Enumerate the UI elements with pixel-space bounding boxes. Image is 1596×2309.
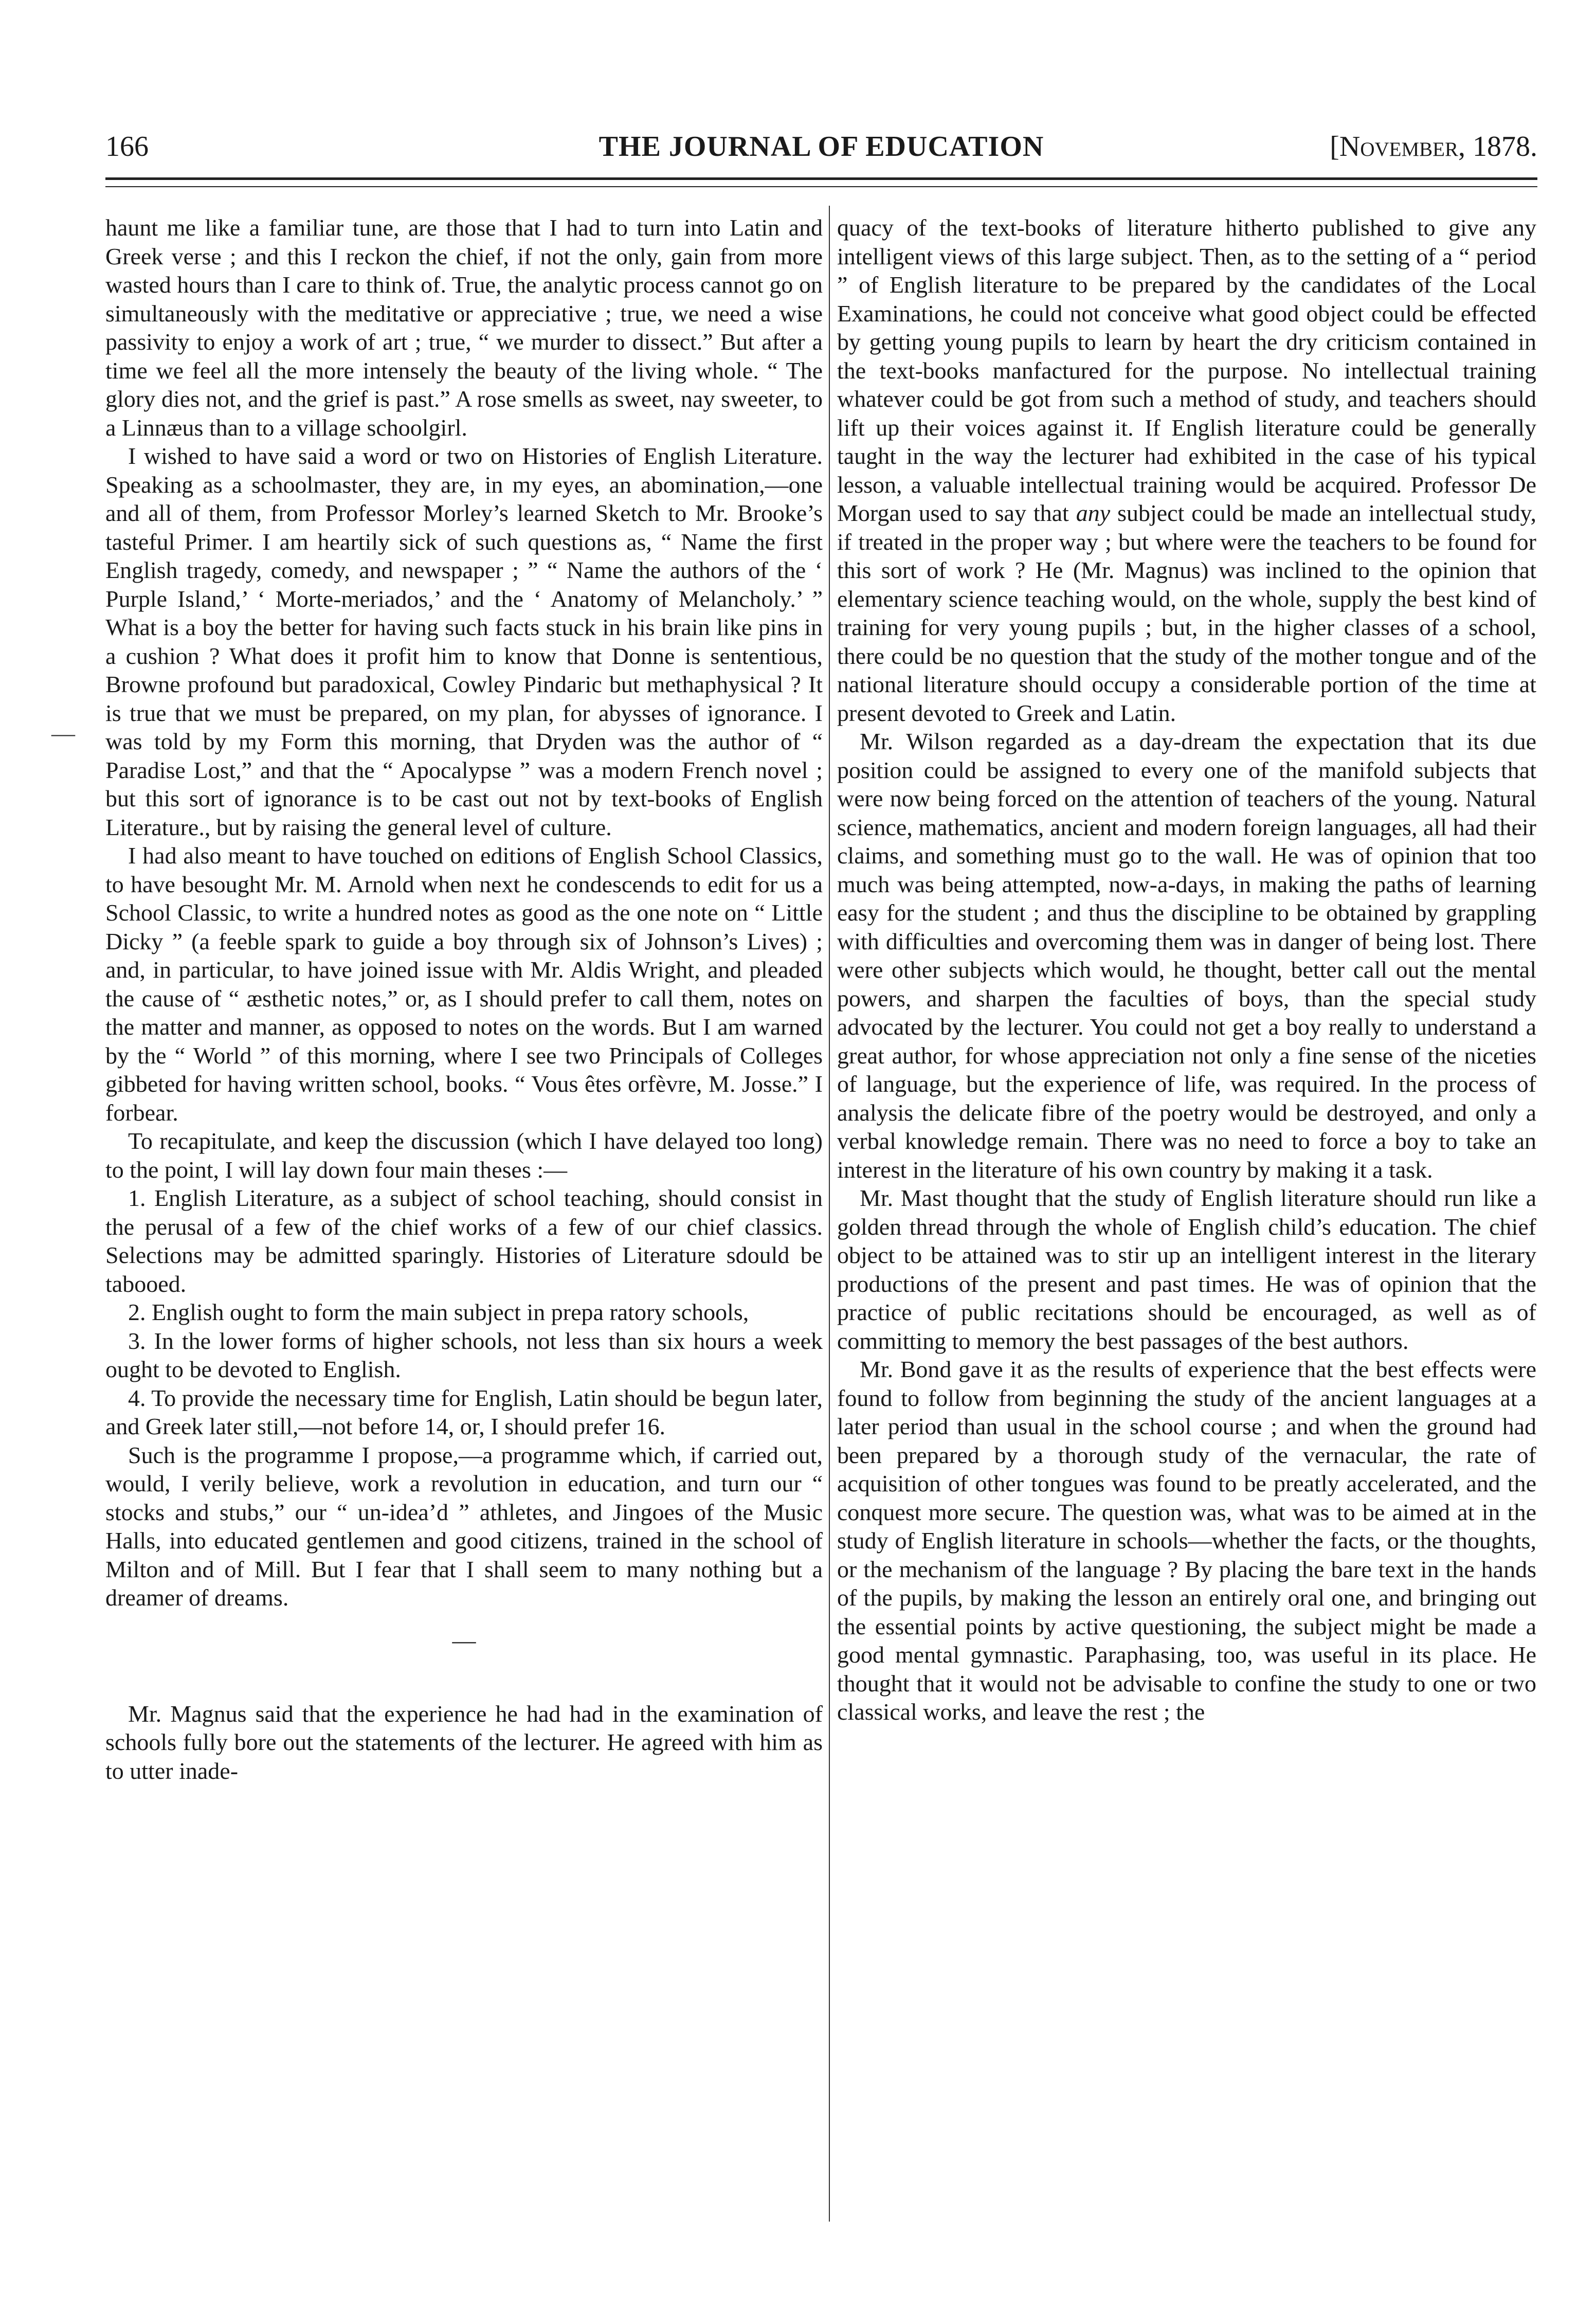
text-run: quacy of the text-books of literature hitherto published to give any intelligent views of this large subject. Then, as to the setting of a “ period ” of English literature to be prepared by the candidates of the Local Examinations, he could not conceive what good object could be effected by getting young pupils to learn by heart the dry criticism contained in the text-books manfactured for the purpose. No intellectual training whatever could be got from such a method of study, and teachers should lift up their voices against it. If English literature could be generally taught in the way the lecturer had exhibited in the case of his typical lesson, a valuable intellectual training would be acquired. Professor De Morgan used to say that: [837, 214, 1536, 526]
right-column: [837, 213, 1536, 1726]
thesis-item: 1. English Literature, as a subject of school teaching, should consist in the perusal of a few of the chief works of a few of our chief classics. Selections may be admitted sparingly. Histories of Literature sdould be tabooed.: [105, 1185, 823, 1297]
paragraph: I wished to have said a word or two on Histories of English Literature. Speaking as a schoolmaster, they are, in my eyes, an abomination,—one and all of them, from Professor Morley’s learned Sketch to Mr. Brooke’s tasteful Primer. I am heartily sick of such questions as, “ Name the first English tragedy, comedy, and newspaper ; ” “ Name the authors of the ‘ Purple Island,’ ‘ Morte-meriados,’ and the ‘ Anatomy of Melancholy.’ ” What is a boy the better for having such facts stuck in his brain like pins in a cushion ? What does it profit him to know that Donne is sententious, Browne profound but paradoxical, Cowley Pindaric but methaphysical ? It is true that we must be prepared, on my plan, for abysses of ignorance. I was told by my Form this morning, that Dryden was the author of “ Paradise Lost,” and that the “ Apocalypse ” was a modern French novel ; but this sort of ignorance is to be cast out not by text-books of English Literature., but by raising the general level of culture.: [105, 443, 823, 840]
column-divider: [829, 206, 830, 2222]
margin-mark: —: [51, 720, 75, 746]
paragraph: To recapitulate, and keep the discussion (which I have delayed too long) to the point, I will lay down four main theses :—: [105, 1128, 823, 1183]
paragraph: Mr. Bond gave it as the results of experience that the best effects were found to follow from beginning the study of the ancient languages at a later period than usual in the school course ; and when the ground had been prepared by a thorough study of the vernacular, the rate of acquisition of other tongues was found to be preatly accelerated, and the conquest more secure. The question was, what was to be aimed at in the study of English literature in schools—whether the facts, or the thoughts, or the mechanism of the language ? By placing the bare text in the hands of the pupils, by making the lesson an entirely oral one, and bringing out the essential points by active questioning, the subject might be made a good mental gymnastic. Paraphasing, too, was useful in its place. He thought that it would not be advisable to confine the study to one or two classical works, and leave the rest ; the: [837, 1356, 1536, 1725]
issue-year: , 1878.: [1458, 131, 1537, 163]
header-rule-thick: [105, 177, 1537, 180]
paragraph: Mr. Mast thought that the study of English literature should run like a golden thread through the whole of English child’s education. The chief object to be attained was to stir up an intelligent interest in the literary productions of the present and past times. He was of opinion that the practice of public recitations should be encouraged, as well as of committing to memory the best passages of the best authors.: [837, 1185, 1536, 1354]
journal-title: THE JOURNAL OF EDUCATION: [598, 131, 1044, 163]
paragraph: haunt me like a familiar tune, are those that I had to turn into Latin and Greek verse ; and this I reckon the chief, if not the only, gain from more wasted hours than I care to think of. True, the analytic process cannot go on simultaneously with the meditative or appreciative ; true, we need a wise passivity to enjoy a work of art ; true, “ we murder to dissect.” But after a time we feel all the more intensely the beauty of the living whole. “ The glory dies not, and the grief is past.” A rose smells as sweet, nay sweeter, to a Linnæus than to a village schoolgirl.: [105, 214, 823, 441]
thesis-item: 3. In the lower forms of higher schools, not less than six hours a week ought to be devoted to English.: [105, 1327, 823, 1382]
paragraph: I had also meant to have touched on editions of English School Classics, to have besought Mr. M. Arnold when next he condescends to edit for us a School Classic, to write a hundred notes as good as the one note on “ Little Dicky ” (a feeble spark to guide a boy through six of Johnson’s Lives) ; and, in particular, to have joined issue with Mr. Aldis Wright, and pleaded the cause of “ æsthetic notes,” or, as I should prefer to call them, notes on the matter and manner, as opposed to notes on the words. But I am warned by the “ World ” of this morning, where I see two Principals of Colleges gibbeted for having written school, books. “ Vous êtes orfèvre, M. Josse.” I forbear.: [105, 842, 823, 1126]
thesis-item: 2. English ought to form the main subject in prepa ratory schools,: [128, 1299, 749, 1325]
issue-date-bracket: [: [1330, 131, 1339, 163]
paragraph: Mr. Magnus said that the experience he had had in the examination of schools fully bore out the statements of the lecturer. He agreed with him as to utter inade-: [105, 1700, 823, 1784]
issue-month: November: [1339, 131, 1458, 163]
paragraph: Such is the programme I propose,—a programme which, if carried out, would, I verily believe, work a revolution in education, and turn our “ stocks and stubs,” our “ un-idea’d ” athletes, and Jingoes of the Music Halls, into educated gentlemen and good citizens, trained in the school of Milton and of Mill. But I fear that I shall seem to many nothing but a dreamer of dreams.: [105, 1441, 823, 1611]
running-header: [105, 123, 1537, 170]
section-separator: —: [452, 1627, 476, 1653]
thesis-item: 4. To provide the necessary time for English, Latin should be begun later, and Greek later still,—not before 14, or, I should prefer 16.: [105, 1384, 823, 1439]
emphasis: any: [1076, 500, 1111, 526]
text-run: subject could be made an intellectual study, if treated in the proper way ; but where were the teachers to be found for this sort of work ? He (Mr. Magnus) was inclined to the opinion that elementary science teaching would, on the whole, supply the best kind of training for very young pupils ; but, in the higher classes of a school, there could be no question that the study of the mother tongue and of the national literature should occupy a considerable portion of the time at present devoted to Greek and Latin.: [837, 500, 1536, 726]
page-number: 166: [105, 131, 149, 163]
issue-date: [1330, 123, 1537, 170]
left-column: [105, 213, 823, 1785]
paragraph: Mr. Wilson regarded as a day-dream the expectation that its due position could be assigned to every one of the manifold subjects that were now being forced on the attention of teachers of the young. Natural science, mathematics, ancient and modern foreign languages, all had their claims, and something must go to the wall. He was of opinion that too much was being attempted, now-a-days, in making the paths of learning easy for the student ; and thus the discipline to be obtained by grappling with difficulties and overcoming them was in danger of being lost. There were other subjects which would, he thought, better call out the mental powers, and sharpen the faculties of boys, than the special study advocated by the lecturer. You could not get a boy really to understand a great author, for whose appreciation not only a fine sense of the niceties of language, but the experience of life, was required. In the process of analysis the delicate fibre of the poetry would be destroyed, and only a verbal knowledge remain. There was no need to force a boy to take an interest in the literature of his own country by making it a task.: [837, 728, 1536, 1183]
header-rule-thin: [105, 186, 1537, 187]
paragraph: [837, 213, 1536, 727]
